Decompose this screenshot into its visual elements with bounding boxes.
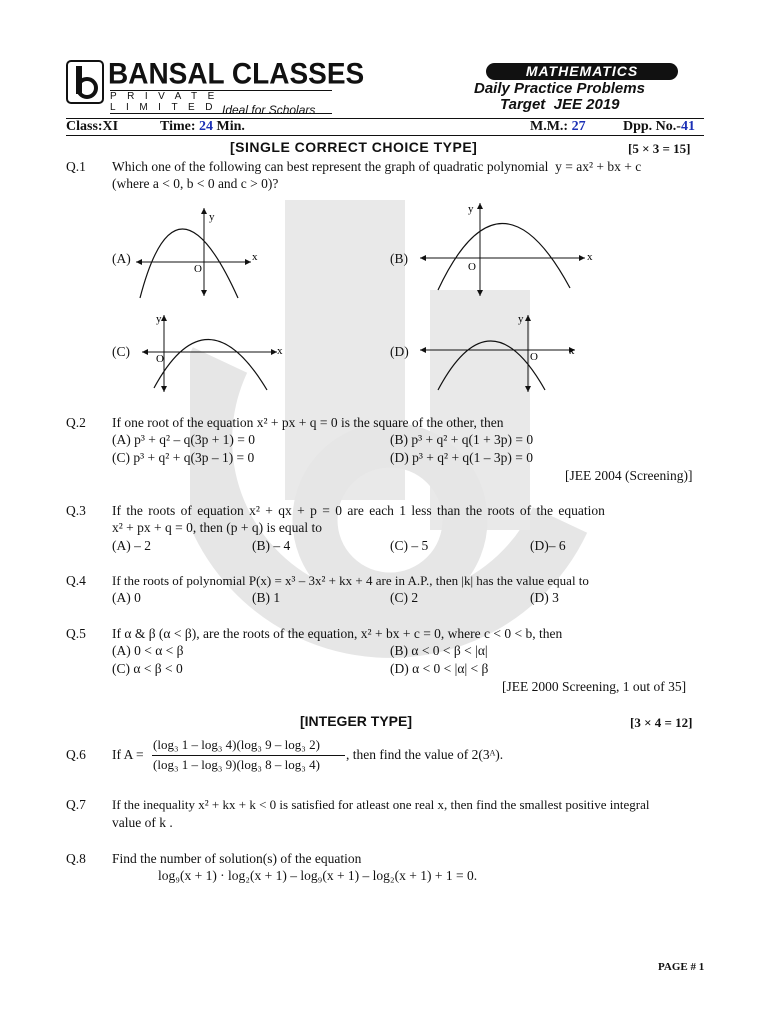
q1-option-d-label: (D) [390,344,409,359]
question-number: Q.6 [66,747,86,762]
q1-option-c-label: (C) [112,344,130,359]
brand-name: BANSAL CLASSES [108,57,365,90]
q1-option-a-label: (A) [112,251,131,266]
dpp-title: Daily Practice Problems [474,80,645,97]
brand-tagline: Ideal for Scholars [222,103,316,117]
graph-b-origin: O [468,261,476,273]
page-number: PAGE # 1 [658,961,705,973]
graph-b [420,198,600,298]
graph-a-origin: O [194,263,202,275]
brand-logo-icon [66,60,104,104]
graph-d-y-label: y [518,313,524,325]
q3-option-c: (C) – 5 [390,538,429,553]
section-title-integer: [INTEGER TYPE] [300,713,413,729]
question-number: Q.4 [66,573,86,588]
time-unit: Min. [216,119,245,134]
section-title-single: [SINGLE CORRECT CHOICE TYPE] [230,139,478,155]
q6-denominator: (log₃ 1 – log₃ 9)(log₃ 8 – log₃ 4) [153,757,320,772]
time-info [160,119,245,135]
graph-d-x-label: x [569,345,575,357]
graph-c-origin: O [156,353,164,365]
q1-question: Which one of the following can best represent the graph of quadratic polynomial [112,159,549,174]
q3-text-line2: x² + px + q = 0, then (p + q) is equal to [112,520,322,535]
q5-reference: [JEE 2000 Screening, 1 out of 35] [502,679,687,694]
graph-a-x-label: x [252,251,258,263]
q4-text: If the roots of polynomial P(x) = x³ – 3x² + kx + 4 are in A.P., then |k| has the value equal to [112,573,589,588]
q5-text: If α & β (α < β), are the roots of the equation, x² + bx + c = 0, where c < 0 < b, then [112,626,563,641]
graph-c-x-label: x [277,345,283,357]
q3-option-b: (B) – 4 [252,538,291,553]
class-label: Class:XI [66,119,119,134]
q1-text [112,159,641,175]
question-number: Q.5 [66,626,86,641]
q6-prefix: If A = [112,747,144,762]
dpp-label: Dpp. No.- [623,119,681,134]
q2-option-b: (B) p³ + q² + q(1 + 3p) = 0 [390,432,534,447]
question-number: Q.8 [66,851,86,866]
max-marks [530,119,586,135]
q5-option-b: (B) α < 0 < β < |α| [390,643,488,658]
q4-option-d: (D) 3 [530,590,559,605]
q3-text-line1: If the roots of equation x² + qx + p = 0 are each 1 less than the roots of the equation [112,503,605,518]
mm-label: M.M.: [530,119,569,134]
subject-badge: MATHEMATICS [486,63,678,80]
graph-d [420,310,590,395]
q1-polynomial: y = ax² + bx + c [555,159,642,174]
q2-reference: [JEE 2004 (Screening)] [565,468,693,483]
question-number: Q.3 [66,503,86,518]
graph-a-y-label: y [209,211,215,223]
graph-c-y-label: y [156,313,162,325]
q7-text-line2: value of k . [112,815,173,830]
graph-d-origin: O [530,351,538,363]
q4-option-a: (A) 0 [112,590,141,605]
dpp-number [623,119,695,135]
question-number: Q.1 [66,159,86,174]
question-number: Q.2 [66,415,86,430]
dpp-value: 41 [680,119,695,134]
graph-b-y-label: y [468,203,474,215]
q3-option-d: (D)– 6 [530,538,566,553]
graph-c [142,310,292,395]
q8-equation: log₉(x + 1) · log₂(x + 1) – log₉(x + 1) – log₂(x + 1) + 1 = 0. [158,868,478,883]
q4-option-c: (C) 2 [390,590,419,605]
section-marks-single: [5 × 3 = 15] [628,141,691,156]
q7-text-line1: If the inequality x² + kx + k < 0 is satisfied for atleast one real x, then find the smallest positive integral [112,797,650,812]
mm-value: 27 [571,119,586,134]
q2-option-d: (D) p³ + q² + q(1 – 3p) = 0 [390,450,534,465]
q2-option-c: (C) p³ + q² + q(3p – 1) = 0 [112,450,255,465]
q1-option-b-label: (B) [390,251,408,266]
info-bar-bottom-rule [66,135,704,136]
q2-option-a: (A) p³ + q² – q(3p + 1) = 0 [112,432,256,447]
time-label: Time: [160,119,196,134]
q2-text: If one root of the equation x² + px + q = 0 is the square of the other, then [112,415,504,430]
q5-option-a: (A) 0 < α < β [112,643,184,658]
q6-numerator: (log₃ 1 – log₃ 4)(log₃ 9 – log₃ 2) [153,737,320,752]
q6-fraction-bar [152,755,345,756]
q4-option-b: (B) 1 [252,590,281,605]
q3-option-a: (A) – 2 [112,538,151,553]
q1-condition: (where a < 0, b < 0 and c > 0)? [112,176,279,191]
q5-option-c: (C) α < β < 0 [112,661,183,676]
brand-subtitle: PRIVATE LIMITED [110,90,332,114]
graph-a [136,200,266,300]
q8-text-line1: Find the number of solution(s) of the equation [112,851,362,866]
q6-suffix: , then find the value of 2(3ᴬ). [346,747,504,762]
target-label: Target JEE 2019 [500,96,620,113]
graph-b-x-label: x [587,251,593,263]
q5-option-d: (D) α < 0 < |α| < β [390,661,489,676]
question-number: Q.7 [66,797,86,812]
section-marks-integer: [3 × 4 = 12] [630,715,693,730]
time-value: 24 [199,119,214,134]
